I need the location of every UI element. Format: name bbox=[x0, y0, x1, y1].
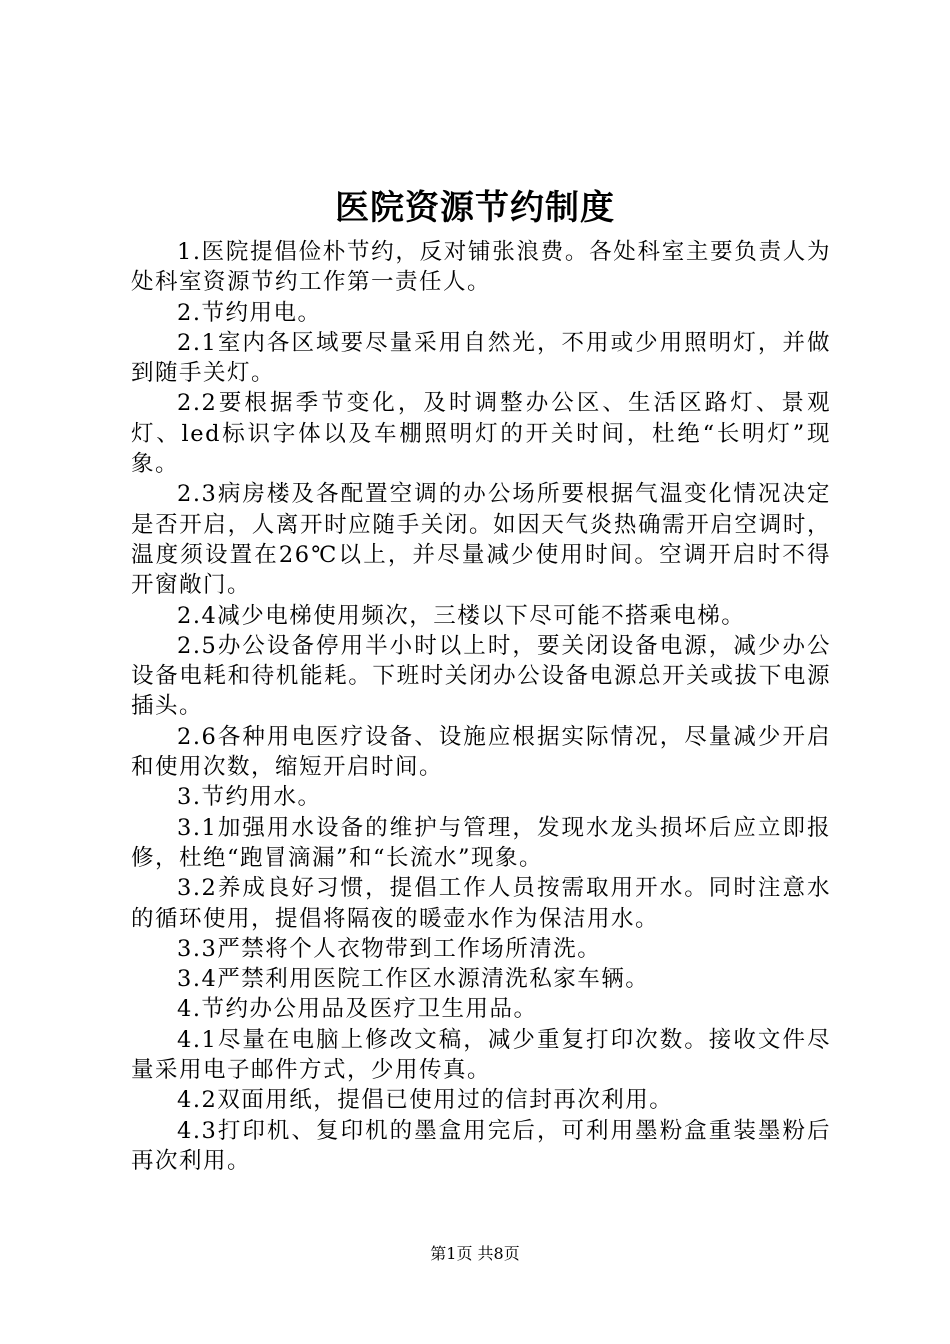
paragraph-2-6: 2.6各种用电医疗设备、设施应根据实际情况，尽量减少开启和使用次数，缩短开启时间。 bbox=[131, 723, 831, 781]
paragraph-4-3: 4.3打印机、复印机的墨盒用完后，可利用墨粉盒重装墨粉后再次利用。 bbox=[131, 1117, 831, 1174]
paragraph-1: 1.医院提倡俭朴节约，反对铺张浪费。各处科室主要负责人为处科室资源节约工作第一责任人。 bbox=[131, 239, 831, 296]
document-title: 医院资源节约制度 bbox=[335, 188, 615, 228]
page-number-footer: 第1页 共8页 bbox=[430, 1244, 520, 1263]
paragraph-3-4: 3.4严禁利用医院工作区水源清洗私家车辆。 bbox=[177, 966, 650, 993]
paragraph-2-2: 2.2要根据季节变化，及时调整办公区、生活区路灯、景观灯、led标识字体以及车棚照明灯的开关时间，杜绝“长明灯”现象。 bbox=[131, 390, 831, 478]
paragraph-3-1: 3.1加强用水设备的维护与管理，发现水龙头损坏后应立即报修，杜绝“跑冒滴漏”和“长流水”现象。 bbox=[131, 814, 831, 871]
paragraph-3-3: 3.3严禁将个人衣物带到工作场所清洗。 bbox=[177, 935, 602, 962]
paragraph-2-5: 2.5办公设备停用半小时以上时，要关闭设备电源，减少办公设备电耗和待机能耗。下班时关闭办公设备电源总开关或拔下电源插头。 bbox=[131, 632, 831, 720]
paragraph-2-1: 2.1室内各区域要尽量采用自然光，不用或少用照明灯，并做到随手关灯。 bbox=[131, 329, 831, 387]
paragraph-2-4: 2.4减少电梯使用频次，三楼以下尽可能不搭乘电梯。 bbox=[177, 602, 746, 629]
paragraph-2-3: 2.3病房楼及各配置空调的办公场所要根据气温变化情况决定是否开启，人离开时应随手关闭。如因天气炎热确需开启空调时，温度须设置在26℃以上，并尽量减少使用时间。空调开启时不得开窗敞门。 bbox=[131, 481, 831, 599]
paragraph-4: 4.节约办公用品及医疗卫生用品。 bbox=[177, 996, 538, 1023]
paragraph-4-2: 4.2双面用纸，提倡已使用过的信封再次利用。 bbox=[177, 1087, 674, 1114]
paragraph-3-2: 3.2养成良好习惯，提倡工作人员按需取用开水。同时注意水的循环使用，提倡将隔夜的暖壶水作为保洁用水。 bbox=[131, 875, 831, 932]
paragraph-2: 2.节约用电。 bbox=[177, 299, 322, 326]
paragraph-4-1: 4.1尽量在电脑上修改文稿，减少重复打印次数。接收文件尽量采用电子邮件方式，少用传真。 bbox=[131, 1026, 831, 1084]
paragraph-3: 3.节约用水。 bbox=[177, 784, 322, 811]
document-body bbox=[131, 237, 831, 1176]
